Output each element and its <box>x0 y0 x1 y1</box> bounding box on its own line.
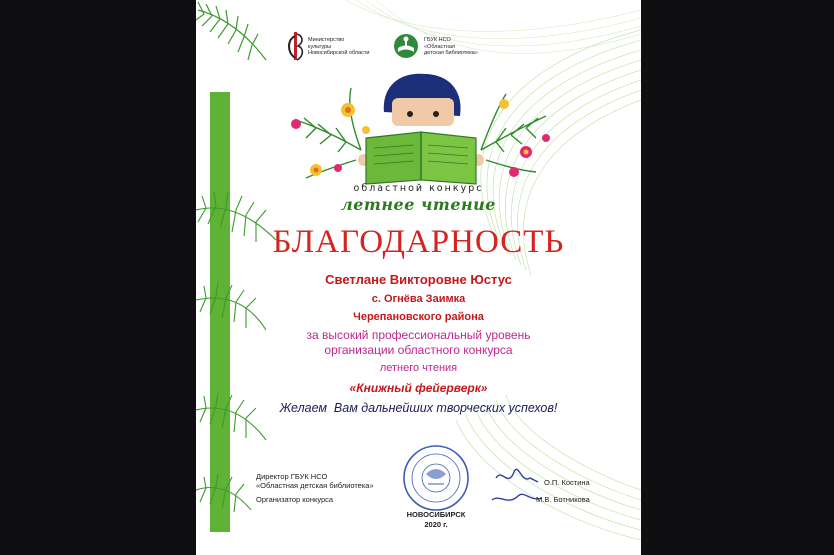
reason-line-1: за высокий профессиональный уровень <box>306 328 531 342</box>
library-line-3: детская библиотека» <box>424 50 478 56</box>
contest-label: областной конкурс <box>353 183 484 194</box>
boy-reading-book-illustration <box>291 74 550 184</box>
director-name: О.П. Костина <box>544 478 590 487</box>
ministry-line-2: культуры <box>308 43 332 50</box>
contest-name: летнее чтение <box>341 195 496 214</box>
ministry-logo-icon <box>289 32 302 60</box>
recipient-village: с. Огнёва Заимка <box>371 293 466 305</box>
ministry-logo-text <box>308 37 370 57</box>
certificate-heading: БЛАГОДАРНОСТЬ <box>272 224 565 260</box>
reason-line-3: летнего чтения <box>379 362 458 374</box>
organizer-name: М.В. Ботникова <box>536 495 590 504</box>
director-title <box>256 472 374 490</box>
ministry-line-1: Министерство <box>308 37 345 43</box>
reason-line-2: организации областного конкурса <box>324 343 513 357</box>
swirl-pattern-top <box>346 0 641 53</box>
official-stamp-icon <box>404 446 468 510</box>
director-title-line-2: «Областная детская библиотека» <box>256 481 374 490</box>
recipient-district: Черепановского района <box>353 311 484 323</box>
organizer-title: Организатор конкурса <box>256 495 334 504</box>
project-name: «Книжный фейерверк» <box>349 381 488 395</box>
city-name: НОВОСИБИРСК <box>406 510 466 519</box>
wish-text: Желаем Вам дальнейших творческих успехов! <box>279 401 558 415</box>
library-logo-text <box>424 37 478 57</box>
certificate <box>196 0 641 555</box>
palm-frond-top <box>196 2 266 60</box>
recipient-name: Светлане Викторовне Юстус <box>325 272 512 287</box>
organizer-signature-icon <box>492 494 542 500</box>
director-title-line-1: Директор ГБУК НСО <box>256 472 328 481</box>
library-line-1: ГБУК НСО <box>424 37 451 43</box>
library-line-2: «Областная <box>424 43 455 50</box>
ministry-line-3: Новосибирской области <box>308 50 370 56</box>
library-logo-icon <box>394 34 418 58</box>
issue-year: 2020 г. <box>424 520 448 529</box>
